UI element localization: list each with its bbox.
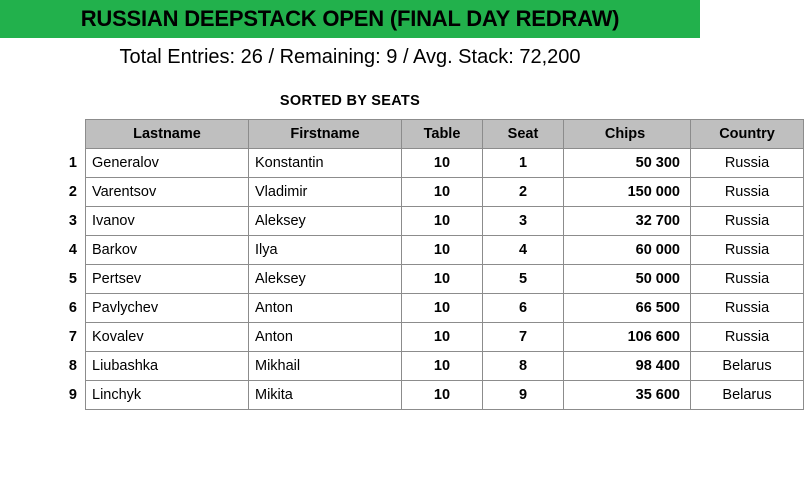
- title-banner: [0, 0, 700, 38]
- column-header-table: Table: [402, 120, 483, 149]
- cell-table: 10: [402, 236, 483, 265]
- cell-rank: 5: [68, 271, 77, 287]
- column-header-lastname: Lastname: [86, 120, 249, 149]
- cell-lastname: Varentsov: [86, 178, 249, 207]
- cell-lastname: Barkov: [86, 236, 249, 265]
- column-header-chips: Chips: [564, 120, 691, 149]
- cell-chips: 50 000: [564, 265, 691, 294]
- cell-chips: 32 700: [564, 207, 691, 236]
- standings-table: [37, 119, 804, 410]
- cell-seat: 4: [483, 236, 564, 265]
- cell-firstname: Ilya: [249, 236, 402, 265]
- column-header-rank: [37, 120, 86, 149]
- cell-firstname: Mikita: [249, 381, 402, 410]
- table-row: [37, 381, 804, 410]
- cell-rank: 3: [68, 213, 77, 229]
- cell-table: 10: [402, 323, 483, 352]
- table-header-row: [37, 120, 804, 149]
- cell-country: Russia: [691, 265, 804, 294]
- cell-country: Russia: [691, 323, 804, 352]
- column-header-firstname: Firstname: [249, 120, 402, 149]
- table-row: [37, 178, 804, 207]
- cell-chips: 150 000: [564, 178, 691, 207]
- table-row: [37, 236, 804, 265]
- cell-lastname: Kovalev: [86, 323, 249, 352]
- cell-rank: 9: [68, 387, 77, 403]
- cell-chips: 50 300: [564, 149, 691, 178]
- cell-firstname: Aleksey: [249, 207, 402, 236]
- cell-lastname: Linchyk: [86, 381, 249, 410]
- cell-firstname: Mikhail: [249, 352, 402, 381]
- table-row: [37, 149, 804, 178]
- table-header: [37, 120, 804, 149]
- cell-table: 10: [402, 265, 483, 294]
- cell-lastname: Pertsev: [86, 265, 249, 294]
- cell-table: 10: [402, 294, 483, 323]
- table-body: [37, 149, 804, 410]
- table-row: [37, 265, 804, 294]
- cell-rank: 4: [68, 242, 77, 258]
- cell-seat: 5: [483, 265, 564, 294]
- cell-table: 10: [402, 149, 483, 178]
- cell-country: Russia: [691, 207, 804, 236]
- column-header-seat: Seat: [483, 120, 564, 149]
- cell-firstname: Aleksey: [249, 265, 402, 294]
- cell-rank: 2: [68, 184, 77, 200]
- section-heading: SORTED BY SEATS: [279, 93, 421, 109]
- column-header-country: Country: [691, 120, 804, 149]
- cell-country: Belarus: [691, 381, 804, 410]
- cell-rank: 8: [68, 358, 77, 374]
- tournament-summary: Total Entries: 26 / Remaining: 9 / Avg. Stack: 72,200: [119, 46, 581, 68]
- cell-rank: 1: [68, 155, 77, 171]
- cell-lastname: Ivanov: [86, 207, 249, 236]
- cell-lastname: Pavlychev: [86, 294, 249, 323]
- cell-chips: 98 400: [564, 352, 691, 381]
- table-row: [37, 294, 804, 323]
- page-title: RUSSIAN DEEPSTACK OPEN (FINAL DAY REDRAW): [80, 6, 620, 31]
- cell-seat: 2: [483, 178, 564, 207]
- cell-lastname: Liubashka: [86, 352, 249, 381]
- cell-table: 10: [402, 352, 483, 381]
- cell-rank: 6: [68, 300, 77, 316]
- cell-table: 10: [402, 207, 483, 236]
- cell-chips: 66 500: [564, 294, 691, 323]
- standings-table-wrapper: [37, 119, 775, 410]
- cell-firstname: Konstantin: [249, 149, 402, 178]
- cell-chips: 35 600: [564, 381, 691, 410]
- cell-rank: 7: [68, 329, 77, 345]
- cell-firstname: Anton: [249, 294, 402, 323]
- cell-chips: 106 600: [564, 323, 691, 352]
- table-row: [37, 323, 804, 352]
- cell-firstname: Anton: [249, 323, 402, 352]
- cell-seat: 3: [483, 207, 564, 236]
- cell-firstname: Vladimir: [249, 178, 402, 207]
- cell-seat: 8: [483, 352, 564, 381]
- cell-table: 10: [402, 178, 483, 207]
- cell-country: Russia: [691, 149, 804, 178]
- cell-country: Russia: [691, 294, 804, 323]
- table-row: [37, 352, 804, 381]
- cell-seat: 6: [483, 294, 564, 323]
- cell-table: 10: [402, 381, 483, 410]
- cell-seat: 1: [483, 149, 564, 178]
- cell-seat: 7: [483, 323, 564, 352]
- table-row: [37, 207, 804, 236]
- cell-country: Russia: [691, 236, 804, 265]
- cell-lastname: Generalov: [86, 149, 249, 178]
- cell-seat: 9: [483, 381, 564, 410]
- cell-chips: 60 000: [564, 236, 691, 265]
- cell-country: Belarus: [691, 352, 804, 381]
- cell-country: Russia: [691, 178, 804, 207]
